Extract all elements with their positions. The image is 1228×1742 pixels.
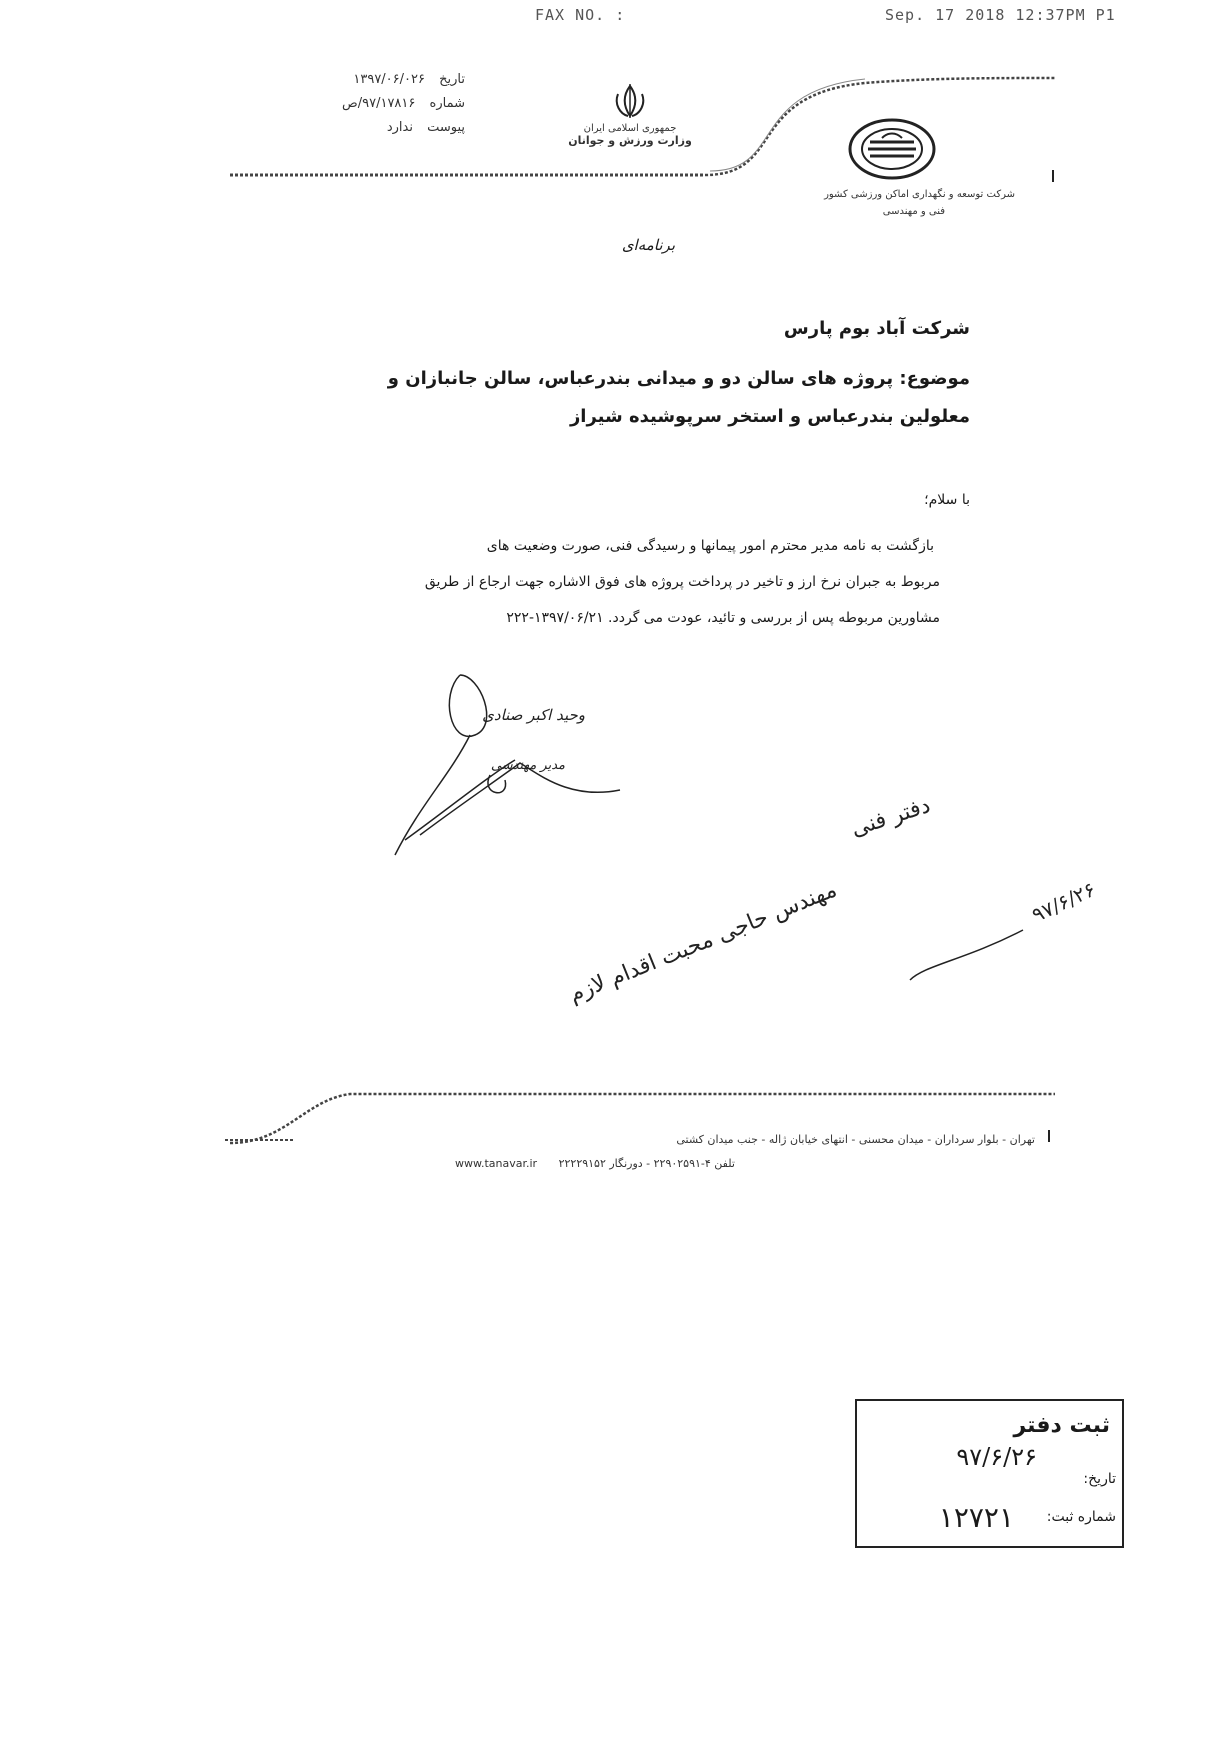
handwritten-note-1: دفتر فنی bbox=[848, 793, 934, 842]
subject-block bbox=[300, 360, 970, 436]
company-line-1: شرکت توسعه و نگهداری اماکن ورزشی کشور bbox=[824, 189, 1015, 200]
letter-body bbox=[305, 528, 940, 636]
footer-contact-row bbox=[455, 1157, 930, 1170]
footer-website[interactable]: www.tanavar.ir bbox=[455, 1157, 538, 1170]
handwritten-note-2: مهندس حاجی محبت اقدام لازم bbox=[565, 877, 841, 1008]
stamp-number-value: ۱۲۷۲۱ bbox=[938, 1501, 1014, 1534]
company-name-block bbox=[775, 189, 1015, 217]
stamp-number-label: شماره ثبت: bbox=[1046, 1509, 1116, 1525]
fax-number-header: FAX NO. : bbox=[535, 6, 626, 24]
recipient-line: شرکت آباد بوم پارس bbox=[783, 318, 970, 339]
ministry-line-2: وزارت ورزش و جوانان bbox=[568, 134, 692, 147]
footer-address: تهران - بلوار سرداران - میدان محسنی - انتهای خیابان ژاله - جنب میدان کشتی bbox=[676, 1133, 1035, 1146]
date-label: تاریخ bbox=[439, 72, 465, 87]
fax-timestamp-header: Sep. 17 2018 12:37PM P1 bbox=[885, 6, 1116, 24]
number-value: ۹۷/۱۷۸۱۶/ص bbox=[342, 96, 416, 111]
signatory-name: وحید اکبر صنادی bbox=[482, 706, 585, 724]
stamp-title: ثبت دفتر bbox=[1013, 1413, 1110, 1438]
company-logo-icon bbox=[848, 118, 936, 180]
edge-mark bbox=[1052, 170, 1054, 182]
handwritten-date: ۹۷/۶/۲۶ bbox=[1028, 876, 1100, 928]
signatory-title: مدیر مهندسی bbox=[490, 758, 565, 773]
attachment-label: پیوست bbox=[427, 120, 465, 135]
subject-line-1: موضوع: پروژه های سالن دو و میدانی بندرعباس، سالن جانبازان و bbox=[387, 368, 970, 389]
greeting: با سلام؛ bbox=[924, 492, 970, 508]
footer-phone: تلفن ۴-۲۲۹۰۲۵۹۱ - دورنگار ۲۲۲۲۹۱۵۲ bbox=[558, 1157, 735, 1170]
body-line-1: بازگشت به نامه مدیر محترم امور پیمانها و رسیدگی فنی، صورت وضعیت های bbox=[486, 538, 934, 554]
registration-stamp bbox=[855, 1399, 1124, 1548]
body-line-2: مربوط به جبران نرخ ارز و تاخیر در پرداخت پروژه های فوق الاشاره جهت ارجاع از طریق bbox=[424, 574, 940, 590]
ministry-line-1: جمهوری اسلامی ایران bbox=[583, 123, 677, 134]
company-line-2: فنی و مهندسی bbox=[882, 206, 945, 217]
body-line-3: مشاورین مربوطه پس از بررسی و تائید، عودت می گردد. ۱۳۹۷/۰۶/۲۱-۲۲۲ bbox=[506, 610, 940, 626]
handwritten-underline bbox=[905, 925, 1025, 985]
signature-scribble bbox=[380, 665, 630, 865]
stamp-date-value: ۹۷/۶/۲۶ bbox=[956, 1443, 1037, 1471]
number-label: شماره bbox=[429, 96, 465, 111]
footer-edge-mark bbox=[1048, 1130, 1050, 1142]
classification-label: برنامه‌ای bbox=[621, 236, 675, 254]
stamp-date-label: تاریخ: bbox=[1083, 1471, 1116, 1487]
subject-line-2: معلولین بندرعباس و استخر سرپوشیده شیراز bbox=[569, 406, 970, 427]
date-value: ۱۳۹۷/۰۶/۰۲۶ bbox=[353, 72, 425, 87]
attachment-value: ندارد bbox=[386, 120, 413, 135]
